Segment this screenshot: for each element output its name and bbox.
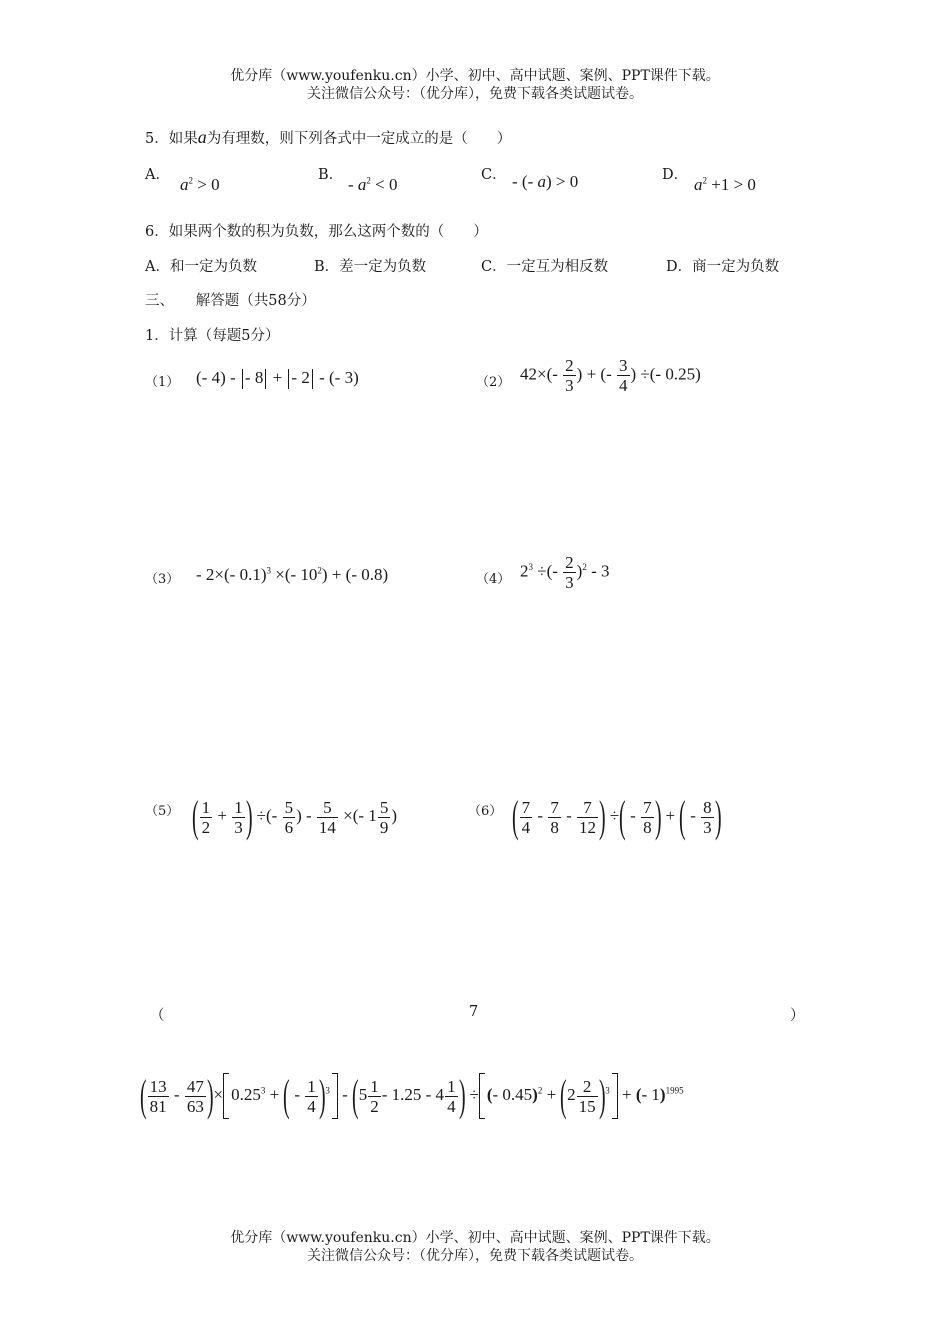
section-3-title: 三、 解答题（共58分） [145, 293, 316, 309]
q6-option-b: B．差一定为负数 [314, 259, 427, 275]
problem-7-number: 7 [469, 1004, 479, 1020]
q5-stem-variable: a [197, 127, 207, 147]
q5-option-a-label: A． [145, 167, 170, 183]
problem-7-close-paren: ） [790, 1008, 805, 1024]
problem-3-expression: - 2×(- 0.1)$^3$ ×(- $10^2$) + (- 0.8) [196, 565, 389, 584]
problem-2-expression: 42×(- $\frac{2}{3}$ ) + (- $\frac{3}{4}$ ) ÷(- 0.25) [520, 356, 701, 395]
q6-option-a: A．和一定为负数 [145, 259, 257, 275]
q6-option-d: D．商一定为负数 [666, 259, 780, 275]
q5-option-a-formula: $a^2 > 0$ [180, 175, 220, 194]
q5-option-b-label: B． [318, 167, 344, 183]
footer-line-1: 优分库（www.youfenku.cn）小学、初中、高中试题、案例、PPT课件下载。 [230, 1230, 720, 1246]
problem-4-expression: $2^3$ ÷(- $\frac{2}{3}$ )$^2$ - 3 [520, 553, 610, 592]
problem-7-open-paren: （ [150, 1008, 165, 1024]
footer-line-2: 关注微信公众号：（优分库），免费下载各类试题试卷。 [307, 1248, 643, 1264]
q5-option-c-label: C． [481, 167, 507, 183]
problem-7-exponent: 1995 [665, 1085, 684, 1096]
q5-option-b-formula: - $a^2 < 0$ [348, 175, 398, 194]
problem-6-label: （6） [468, 804, 503, 819]
problem-1-label: （1） [145, 375, 180, 390]
problem-5-expression: ( $\frac{1}{2}$ + $\frac{1}{3}$ ) ÷(- $\frac{5}{6}$ ) - $\frac{5}{14}$ ×(- 1 $\frac{5}{9}$ ) [192, 792, 397, 841]
q6-option-c: C．一定互为相反数 [481, 259, 609, 275]
problem-3-label: （3） [145, 572, 180, 587]
header-line-1: 优分库（www.youfenku.cn）小学、初中、高中试题、案例、PPT课件下载。 [230, 68, 720, 84]
problem-4-label: （4） [476, 572, 511, 587]
problem-6-expression: ( $\frac{7}{4}$ - $\frac{7}{8}$ - $\frac{7}{12}$ ) ÷( - $\frac{7}{8}$ ) + ( - $\frac{8}{3}$ ) [512, 792, 722, 841]
problem-1-expression: (- 4) - - 8 + - 2 - (- 3) [196, 368, 359, 389]
problem-7-expression: ( $\frac{13}{81}$ - $\frac{47}{63}$ )× $0.25^3$ + ( - $\frac{1}{4}$ )$^3$ - (5 $\frac{1}{2}$ - 1.25 - 4 $\frac{1}{4}$ ) ÷ (- 0.45)$^2$ + (2 $\frac{2}{15}$ )$^3$ + (- 1)$^{1995}$ [140, 1071, 684, 1120]
q5-option-d-label: D． [662, 167, 689, 183]
header-line-2: 关注微信公众号：（优分库），免费下载各类试题试卷。 [307, 86, 643, 102]
problem-5-label: （5） [145, 804, 180, 819]
q5-option-c-formula: - (- a) > 0 [512, 172, 579, 191]
problem-2-label: （2） [476, 375, 511, 390]
calc-heading: 1．计算（每题5分） [145, 328, 280, 344]
q5-stem: 5．如果a为有理数，则下列各式中一定成立的是（ ） [145, 127, 512, 147]
q5-option-d-formula: $a^2 +1 > 0$ [694, 175, 756, 194]
q6-stem: 6．如果两个数的积为负数，那么这两个数的（ ） [145, 224, 488, 240]
